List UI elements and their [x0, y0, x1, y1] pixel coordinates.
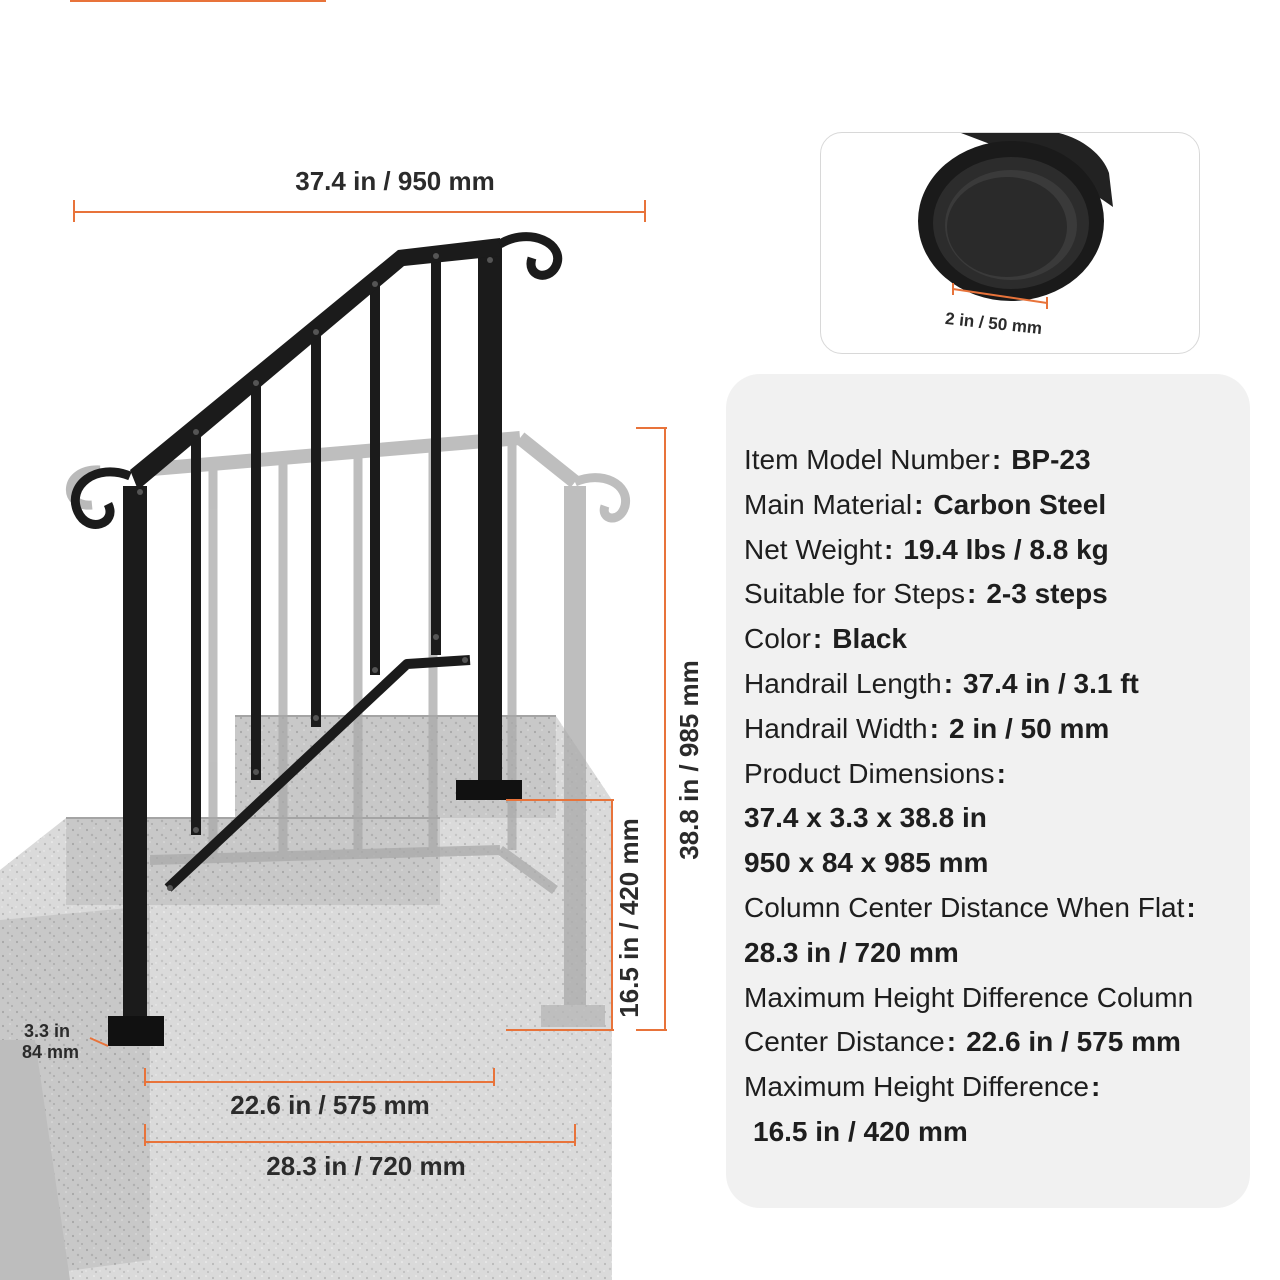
spec-label: Handrail Width — [744, 712, 928, 744]
column-center-distance-label: 22.6 in / 575 mm — [230, 1090, 430, 1120]
spec-max-height-diff — [744, 1065, 1264, 1110]
spec-label: Main Material — [744, 488, 913, 520]
spec-separator: : — [996, 757, 1006, 789]
spec-value: 2 in / 50 mm — [948, 712, 1110, 744]
spec-flat-distance — [744, 886, 1264, 931]
spec-value: Carbon Steel — [933, 488, 1107, 520]
spec-separator: : — [1090, 1071, 1101, 1103]
spec-steps — [744, 572, 1264, 617]
base-depth-in-label: 3.3 in — [24, 1021, 71, 1041]
spec-separator: : — [1186, 891, 1196, 923]
spec-value: 37.4 in / 3.1 ft — [963, 667, 1139, 699]
handrail-width-label: 2 in / 50 mm — [944, 308, 1043, 339]
spec-label: Color — [744, 623, 811, 655]
spec-material — [744, 483, 1264, 528]
spec-flat-distance-value: 28.3 in / 720 mm — [744, 936, 959, 968]
spec-value: 19.4 lbs / 8.8 kg — [903, 533, 1109, 565]
spec-separator: : — [884, 533, 894, 565]
spec-label: Item Model Number — [744, 444, 990, 475]
spec-label: Center Distance — [744, 1026, 945, 1058]
spec-label: Maximum Height Difference — [744, 1071, 1089, 1103]
spec-value: 22.6 in / 575 mm — [966, 1026, 1181, 1058]
spec-label: Product Dimensions — [744, 757, 995, 789]
height-difference-label: 16.5 in / 420 mm — [614, 818, 644, 1018]
spec-height-diff-distance-line2 — [744, 1020, 1264, 1065]
spec-value: BP-23 — [1011, 444, 1091, 475]
spec-separator: : — [914, 488, 924, 520]
spec-label: Handrail Length — [744, 667, 942, 699]
spec-height-diff-distance-line1: Maximum Height Difference Column — [744, 981, 1194, 1013]
spec-label: Net Weight — [744, 533, 882, 565]
spec-separator: : — [929, 712, 939, 744]
handrail-profile-image — [821, 133, 1200, 354]
spec-list — [744, 438, 1264, 1155]
spec-separator: : — [991, 444, 1002, 475]
spec-separator: : — [946, 1026, 957, 1058]
spec-max-height-diff-value: 16.5 in / 420 mm — [753, 1115, 968, 1147]
spec-dimensions-mm: 950 x 84 x 985 mm — [744, 847, 989, 879]
spec-dimensions-in: 37.4 x 3.3 x 38.8 in — [744, 802, 987, 834]
overall-width-label: 37.4 in / 950 mm — [295, 166, 495, 196]
spec-handrail-width — [744, 707, 1264, 752]
spec-value: Black — [832, 623, 907, 655]
spec-dimensions — [744, 752, 1264, 797]
spec-value: 2-3 steps — [986, 578, 1108, 610]
handrail-profile-card — [820, 132, 1200, 354]
spec-handrail-length — [744, 662, 1264, 707]
spec-weight — [744, 528, 1264, 573]
spec-color — [744, 617, 1264, 662]
spec-separator: : — [812, 623, 823, 655]
spec-separator: : — [967, 578, 977, 610]
overall-height-label: 38.8 in / 985 mm — [674, 660, 704, 860]
spec-model — [744, 438, 1264, 483]
flat-distance-label: 28.3 in / 720 mm — [266, 1151, 466, 1181]
base-depth-mm-label: 84 mm — [22, 1042, 80, 1062]
spec-label: Column Center Distance When Flat — [744, 891, 1185, 923]
spec-separator: : — [943, 667, 954, 699]
spec-label: Suitable for Steps — [744, 578, 966, 610]
